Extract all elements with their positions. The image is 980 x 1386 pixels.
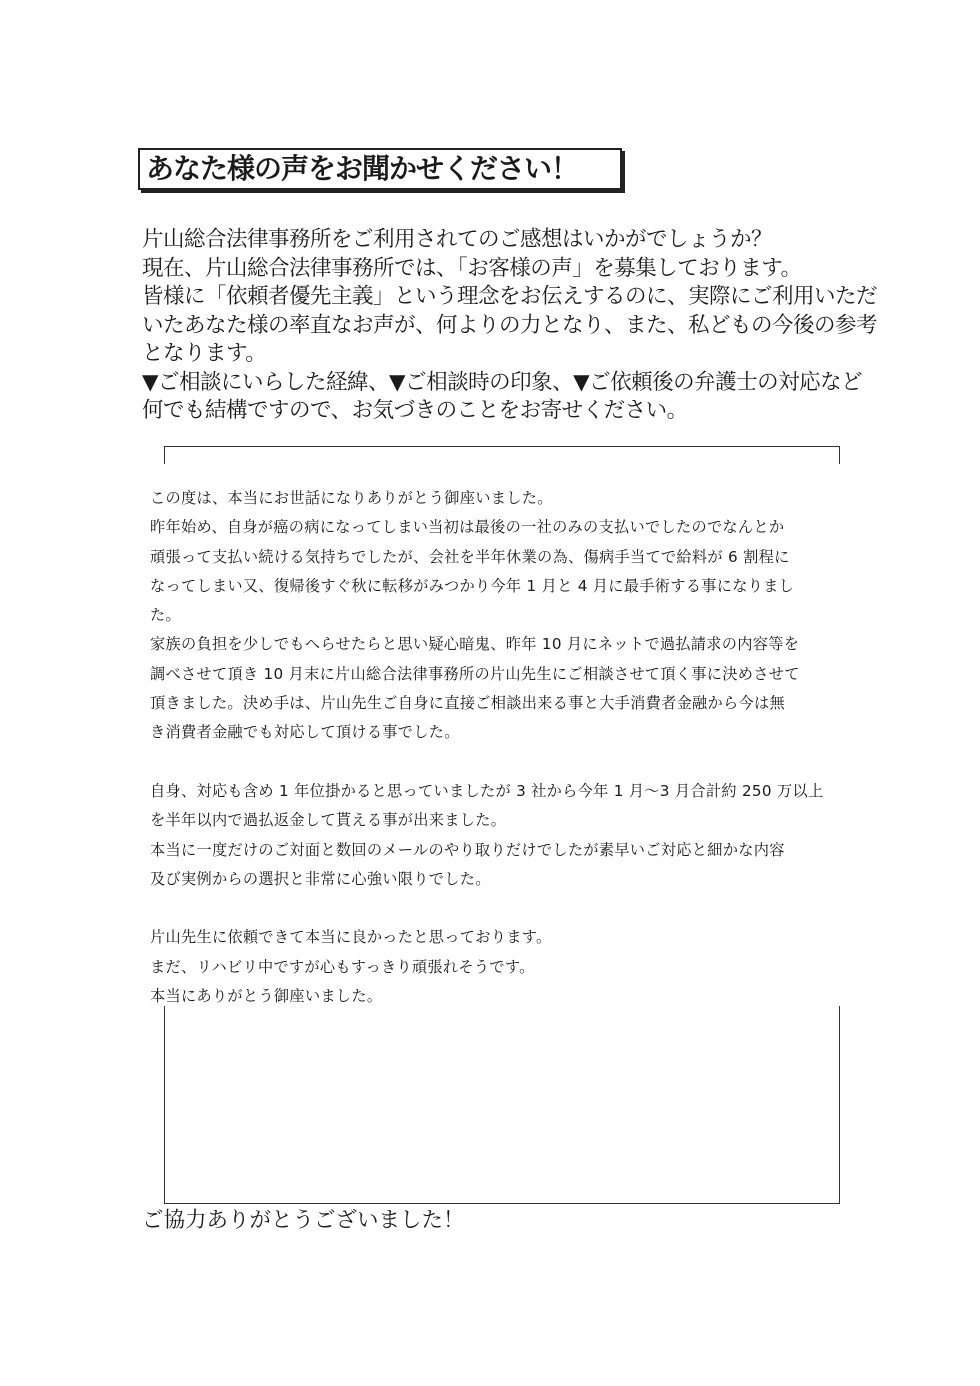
testimonial-line: この度は、本当にお世話になりありがとう御座いました。: [150, 489, 553, 507]
testimonial-line: 自身、対応も含め 1 年位掛かると思っていましたが 3 社から今年 1 月～3 月合計約 250 万以上: [150, 781, 824, 800]
testimonial-line: 調べさせて頂き 10 月末に片山総合法律事務所の片山先生にご相談させて頂く事に決めさせて: [150, 664, 800, 683]
testimonial-line: 本当にありがとう御座いました。: [150, 987, 383, 1006]
comment-box-frame-bottom: [164, 1006, 840, 1204]
testimonial-text: [150, 484, 850, 1011]
intro-line: 皆様に「依頼者優先主義」という理念をお伝えするのに、実際にご利用いただ: [142, 284, 878, 309]
testimonial-line: た。: [150, 606, 181, 625]
paragraph-gap: [150, 894, 850, 923]
testimonial-line: 片山先生に依頼できて本当に良かったと思っております。: [150, 928, 552, 947]
testimonial-line: 頑張って支払い続ける気持ちでしたが、会社を半年休業の為、傷病手当てで給料が 6 割程に: [150, 547, 790, 566]
paragraph-gap: [150, 748, 850, 777]
intro-text: [142, 226, 878, 426]
testimonial-line: き消費者金融でも対応して頂ける事でした。: [150, 723, 460, 742]
page-title: あなた様の声をお聞かせください！: [138, 148, 622, 190]
testimonial-line: なってしまい又、復帰後すぐ秋に転移がみつかり今年 1 月と 4 月に最手術する事になりまし: [150, 576, 795, 595]
intro-line: 現在、片山総合法律事務所では、「お客様の声」を募集しております。: [142, 255, 802, 281]
intro-line: 何でも結構ですので、お気づきのことをお寄せください。: [142, 398, 688, 423]
intro-line: ▼ご相談にいらした経緯、▼ご相談時の印象、▼ご依頼後の弁護士の対応など: [142, 369, 863, 395]
testimonial-line: 家族の負担を少しでもへらせたらと思い疑心暗鬼、昨年 10 月にネットで過払請求の内容等を: [150, 635, 800, 654]
testimonial-line: 及び実例からの選択と非常に心強い限りでした。: [150, 869, 491, 888]
testimonial-line: 昨年始め、自身が癌の病になってしまい当初は最後の一社のみの支払いでしたのでなんとか: [150, 518, 785, 537]
intro-line: 片山総合法律事務所をご利用されてのご感想はいかがでしょうか？: [142, 227, 773, 252]
testimonial-line: 本当に一度だけのご対面と数回のメールのやり取りだけでしたが素早いご対応と細かな内容: [150, 840, 785, 859]
intro-line: いたあなた様の率直なお声が、何よりの力となり、また、私どもの今後の参考: [142, 312, 878, 338]
testimonial-line: 頂きました。決め手は、片山先生ご自身に直接ご相談出来る事と大手消費者金融から今は無: [150, 694, 785, 713]
closing-message: ご協力ありがとうございました！: [142, 1208, 465, 1233]
testimonial-line: を半年以内で過払返金して貰える事が出来ました。: [150, 811, 507, 830]
comment-box-frame-top: [164, 446, 840, 464]
testimonial-line: まだ、リハビリ中ですが心もすっきり頑張れそうです。: [150, 957, 535, 976]
intro-line: となります。: [142, 341, 267, 366]
